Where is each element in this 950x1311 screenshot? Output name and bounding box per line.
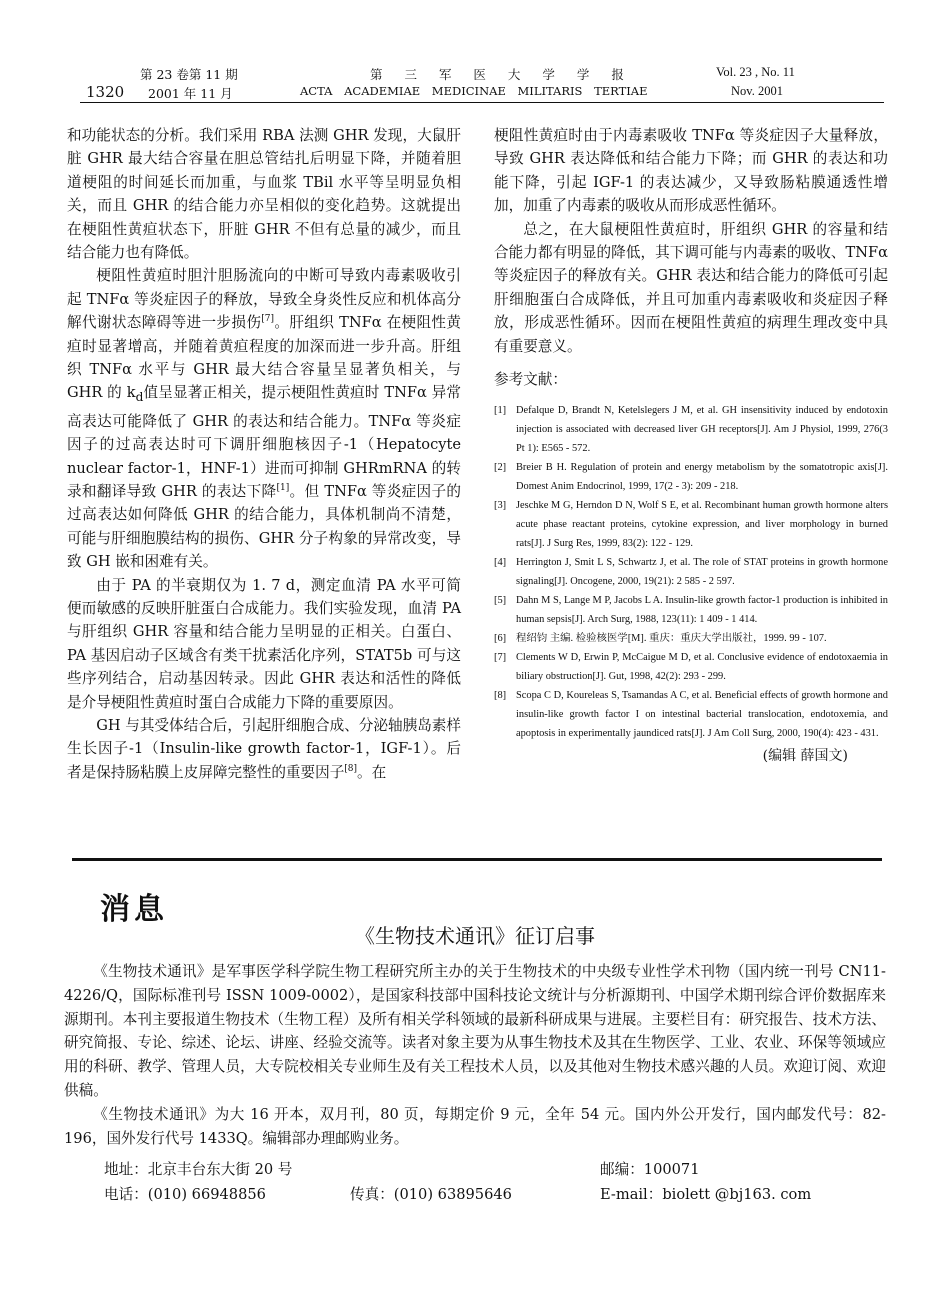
paragraph: 和功能状态的分析。我们采用 RBA 法测 GHR 发现，大鼠肝脏 GHR 最大结合容量在胆总管结扎后明显下降，并随着胆道梗阻的时间延长而加重，与血浆 TBil 水平等呈明显负相关，而且 GHR 的结合能力亦呈相似的变化趋势。这就提出在梗阻性黄疸状态下，肝脏 GHR 不但有总量的减少，而且结合能力也有降低。 bbox=[67, 127, 461, 262]
right-column bbox=[494, 124, 888, 769]
text-run: 值呈显著正相关，提示梗阻性黄疸时 TNFα 异常高表达可能降低了 GHR 的表达和结合能力。TNFα 等炎症因子的过高表达时可下调肝细胞核因子-1（Hepatocyte nuclear factor-1，HNF-1）进而可抑制 GHRmRNA 的转录和翻译导致 GHR 的表达下降 bbox=[67, 384, 462, 500]
journal-title-latin: ACTA ACADEMIAE MEDICINAE MILITARIS TERTIAE bbox=[300, 84, 648, 98]
reference-number: [4] bbox=[494, 557, 507, 569]
reference-item bbox=[494, 496, 888, 553]
text-run: 。在 bbox=[357, 763, 387, 781]
volume-en: Vol. 23 , No. 11 bbox=[716, 65, 795, 79]
reference-item bbox=[494, 553, 888, 591]
paragraph bbox=[67, 714, 461, 784]
reference-number: [6] bbox=[494, 633, 507, 645]
reference-text: 程绍钧 主编. 检验核医学[M]. 重庆：重庆大学出版社，1999. 99 - 107. bbox=[516, 633, 827, 645]
text-run: 但 TNFα 等炎症因子的过高表达如何降低 GHR 的结合能力，具体机制尚不清楚，可能与肝细胞膜结构的损伤、GHR 分子构象的异常改变，导致 GH 嵌和困难有关。 bbox=[67, 483, 461, 571]
date-en: Nov. 2001 bbox=[731, 84, 783, 98]
header-rule bbox=[80, 102, 884, 103]
left-column bbox=[67, 124, 461, 784]
text-run: 肝组织 TNFα 在梗阻性黄疸时显著增高，并随着黄疸程度的加深而进一步升高。肝组织 TNFα 水平与 GHR 最大结合容量呈显著负相关，与 GHR 的 k bbox=[67, 314, 461, 402]
reference-item bbox=[494, 458, 888, 496]
reference-list bbox=[494, 401, 888, 743]
reference-item bbox=[494, 591, 888, 629]
citation: [8] bbox=[344, 764, 358, 775]
page-number: 1320 bbox=[86, 83, 125, 101]
contact-postcode: 邮编：100071 bbox=[600, 1161, 700, 1178]
contact-email: E-mail：biolett @bj163. com bbox=[600, 1186, 812, 1203]
reference-text: Dahn M S, Lange M P, Jacobs L A. Insulin-like growth factor-1 production is inhibited in human sepsis[J]. Arch Surg, 1988, 123(11): 1 409 - 1 414. bbox=[516, 595, 888, 626]
reference-number: [2] bbox=[494, 462, 507, 474]
running-header bbox=[86, 62, 876, 102]
section-divider bbox=[72, 858, 882, 861]
notice-title: 消息 bbox=[100, 892, 168, 927]
reference-item bbox=[494, 401, 888, 458]
references-heading: 参考文献： bbox=[494, 371, 567, 389]
paragraph: 梗阻性黄疸时由于内毒素吸收 TNFα 等炎症因子大量释放，导致 GHR 表达降低和结合能力下降；而 GHR 的表达和功能下降，引起 IGF-1 的表达减少，又导致肠粘膜通透性增加，加重了内毒素的吸收从而形成恶性循环。 bbox=[494, 127, 888, 215]
text-run: 梗阻性黄疸时胆汁胆肠流向的中断可导致内毒素吸收引起 TNFα 等炎症因子的释放，导致全身炎性反应和机体高分解代谢状态障碍等进一步损伤 bbox=[67, 267, 461, 332]
journal-title-cn: 第 三 军 医 大 学 学 报 bbox=[370, 67, 633, 82]
notice-paragraph: 《生物技术通讯》为大 16 开本，双月刊，80 页，每期定价 9 元，全年 54 元。国内外公开发行，国内邮发代号：82-196，国外发行代号 1433Q。编辑部办理邮购业务。 bbox=[64, 1105, 886, 1147]
notice-paragraph: 《生物技术通讯》是军事医学科学院生物工程研究所主办的关于生物技术的中央级专业性学术刊物（国内统一刊号 CN11-4226/Q，国际标准刊号 ISSN 1009-0002），是国家科技部中国科技论文统计与分析源期刊、中国学术期刊综合评价数据库来源期刊。本刊主要报道生物技术（生物工程）及所有相关学科领域的最新科研成果与进展。主要栏目有：研究报告、技术方法、研究简报、专论、综述、论坛、讲座、经验交流等。读者对象主要为从事生物技术及其在生物医学、工业、农业、环保等领域应用的科研、教学、管理人员，大专院校相关专业师生及有关工程技术人员，以及其他对生物技术感兴趣的人员。欢迎订阅、欢迎供稿。 bbox=[64, 963, 886, 1099]
reference-number: [1] bbox=[494, 405, 507, 417]
subscript: d bbox=[135, 390, 144, 405]
reference-number: [3] bbox=[494, 500, 507, 512]
paragraph: 由于 PA 的半衰期仅为 1. 7 d，测定血清 PA 水平可简便而敏感的反映肝脏蛋白合成能力。我们实验发现，血清 PA 与肝组织 GHR 容量和结合能力呈明显的正相关。白蛋白、PA 基因启动子区域含有类干扰素活化序列，STAT5b 可与这些序列结合，启动基因转录。因此 GHR 表达和活性的降低是介导梗阻性黄疸时蛋白合成能力下降的重要原因。 bbox=[67, 576, 461, 711]
text-run: GH 与其受体结合后，引起肝细胞合成、分泌轴胰岛素样生长因子-1（Insulin-like growth factor-1，IGF-1）。后者是保持肠粘膜上皮屏障完整性的重要因子 bbox=[67, 717, 461, 781]
reference-text: Scopa C D, Koureleas S, Tsamandas A C, et al. Beneficial effects of growth hormone and insulin-like growth factor I on intestinal bacterial translocation, endotoxemia, and apoptosis in experimentally jaundiced rats[J]. J Am Coll Surg, 2000, 190(4): 423 - 431. bbox=[516, 690, 888, 740]
reference-text: Breier B H. Regulation of protein and energy metabolism by the somatotropic axis[J]. Domest Anim Endocrinol, 1999, 17(2 - 3): 209 - 218. bbox=[516, 462, 888, 493]
contact-address: 地址：北京丰台东大街 20 号 bbox=[104, 1161, 293, 1178]
contact-phone: 电话：(010) 66948856 bbox=[104, 1186, 266, 1203]
date-cn: 2001 年 11 月 bbox=[148, 86, 233, 101]
citation: [7] bbox=[261, 314, 275, 325]
editor-credit: (编辑 薛国文) bbox=[762, 748, 848, 765]
notice-body bbox=[64, 960, 886, 1150]
contact-fax: 传真：(010) 63895646 bbox=[350, 1186, 512, 1203]
notice-subtitle: 《生物技术通讯》征订启事 bbox=[355, 924, 595, 948]
reference-text: Herrington J, Smit L S, Schwartz J, et al. The role of STAT proteins in growth hormone signaling[J]. Oncogene, 2000, 19(21): 2 585 - 2 597. bbox=[516, 557, 888, 588]
reference-text: Clements W D, Erwin P, McCaigue M D, et al. Conclusive evidence of endotoxaemia in biliary obstruction[J]. Gut, 1998, 42(2): 293 - 299. bbox=[516, 652, 888, 683]
reference-item bbox=[494, 629, 888, 648]
reference-item bbox=[494, 686, 888, 743]
citation: [1] bbox=[276, 483, 290, 494]
volume-cn: 第 23 卷第 11 期 bbox=[140, 67, 238, 82]
paragraph: 梗阻性黄疸时胆汁胆肠流向的中断可导致内毒素吸收引起 TNFα 等炎症因子的释放，导致全身炎性反应和机体高分解代谢状态障碍等进一步损伤[7]。肝组织 TNFα 在梗阻性黄疸时显著增高，并随着黄疸程度的加深而进一步升高。肝组织 TNFα 水平与 GHR 最大结合容量呈显著负相关，与 GHR 的 $k_d$值呈显著正相关，提示梗阻性黄疸时 TNFα 异常高表达可能降低了 GHR 的表达和结合能力。TNFα 等炎症因子的过高表达时可下调肝细胞核因子-1（Hepatocyte nuclear factor-1，HNF-1）进而可抑制 GHRmRNA 的转录和翻译导致 GHR 的表达下降[1]。但 TNFα 等炎症因子的过高表达如何降低 GHR 的结合能力，具体机制尚不清楚，可能与肝细胞膜结构的损伤、GHR 分子构象的异常改变，导致 GH 嵌和困难有关。 bbox=[67, 267, 462, 571]
reference-number: [5] bbox=[494, 595, 507, 607]
reference-text: Defalque D, Brandt N, Ketelslegers J M, et al. GH insensitivity induced by endotoxin injection is associated with decreased liver GH receptors[J]. Am J Physiol, 1999, 276(3 Pt 1): E565 - 572. bbox=[516, 405, 888, 455]
reference-item bbox=[494, 648, 888, 686]
paragraph: 总之，在大鼠梗阻性黄疸时，肝组织 GHR 的容量和结合能力都有明显的降低，其下调可能与内毒素的吸收、TNFα 等炎症因子的释放有关。GHR 表达和结合能力的降低可引起肝细胞蛋白合成降低，并且可加重内毒素吸收和炎症因子释放，形成恶性循环。因而在梗阻性黄疸的病理生理改变中具有重要意义。 bbox=[494, 220, 888, 355]
reference-number: [8] bbox=[494, 690, 507, 702]
reference-number: [7] bbox=[494, 652, 507, 664]
reference-text: Jeschke M G, Herndon D N, Wolf S E, et al. Recombinant human growth hormone alters acute phase reactant proteins, cytokine expression, and liver morphology in burned rats[J]. J Surg Res, 1999, 83(2): 122 - 129. bbox=[516, 500, 888, 550]
